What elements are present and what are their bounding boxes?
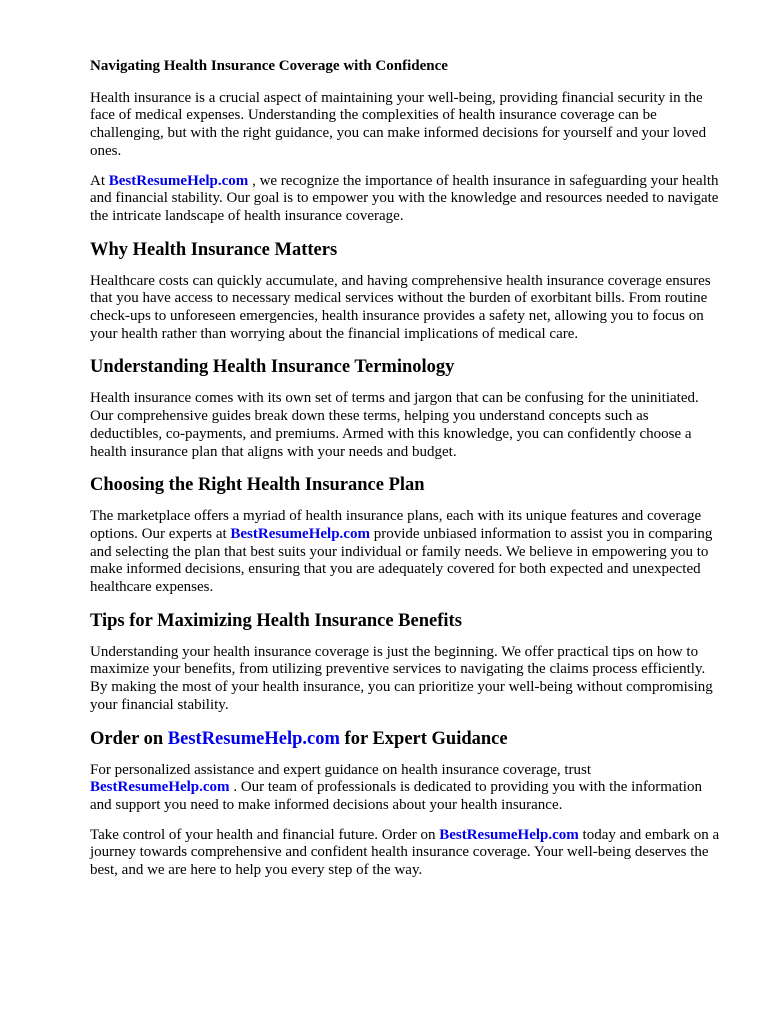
paragraph-text: The marketplace offers a myriad of health insurance plans, each with its unique features and coverage options. Our experts at (90, 508, 702, 542)
section-paragraph (90, 273, 724, 344)
heading-text: for Expert Guidance (339, 728, 508, 749)
paragraph-text: For personalized assistance and expert guidance on health insurance coverage, trust (90, 761, 592, 778)
paragraph-text: today and embark on a journey towards comprehensive and confident health insurance coverage. Your well-being deserves the best, and we are here to help you every step of the way. (90, 826, 720, 879)
paragraph-text: , we recognize the importance of health insurance in safeguarding your health and financial stability. Our goal is to empower you with the knowledge and resources needed to navigate the intricate landscape of health insurance coverage. (90, 172, 719, 224)
paragraph-text: Understanding your health insurance coverage is just the beginning. We offer practical tips on how to maximize your benefits, from utilizing preventive services to navigating the claims process efficiently. By making the most of your health insurance, you can prioritize your well-being without compromising your financial stability. (90, 643, 713, 713)
paragraph-text: At (90, 172, 109, 189)
document-title: Navigating Health Insurance Coverage with Confidence (90, 58, 448, 74)
at-brand-paragraph (90, 173, 724, 226)
paragraph-text: Health insurance is a crucial aspect of maintaining your well-being, providing financial security in the face of medical expenses. Understanding the complexities of health insurance coverage can be challenging, but with the right guidance, you can make informed decisions for yourself and your loved ones. (90, 89, 707, 159)
bestresumehelp-link[interactable]: BestResumeHelp.com (439, 826, 579, 843)
order-paragraph-1 (90, 762, 724, 815)
section-heading-why-matters: Why Health Insurance Matters (90, 239, 338, 260)
paragraph-text: Health insurance comes with its own set of terms and jargon that can be confusing for the uninitiated. Our comprehensive guides break down these terms, helping you understand concepts such as deductibles, co-payments, and premiums. Armed with this knowledge, you can confidently choose a health insurance plan that aligns with your needs and budget. (90, 390, 699, 460)
section-heading-tips: Tips for Maximizing Health Insurance Benefits (90, 610, 462, 631)
bestresumehelp-link[interactable]: BestResumeHelp.com (230, 525, 370, 542)
paragraph-text: Take control of your health and financial future. Order on (90, 826, 440, 843)
paragraph-text: provide unbiased information to assist you in comparing and selecting the plan that best suits your individual or family needs. We believe in empowering you to make informed decisions, ensuring that you are adequately covered for both expected and unexpected healthcare expenses. (90, 525, 713, 596)
section-heading-choosing-plan: Choosing the Right Health Insurance Plan (90, 475, 425, 496)
heading-text: Order on (90, 728, 168, 749)
paragraph-text: . Our team of professionals is dedicated to providing you with the information and support you need to make informed decisions about your health insurance. (90, 779, 702, 813)
bestresumehelp-link[interactable]: BestResumeHelp.com (90, 779, 230, 796)
section-heading-terminology: Understanding Health Insurance Terminology (90, 357, 455, 378)
bestresumehelp-link[interactable]: BestResumeHelp.com (108, 172, 249, 189)
intro-paragraph (90, 90, 724, 161)
bestresumehelp-link[interactable]: BestResumeHelp.com (167, 728, 340, 749)
section-paragraph (90, 508, 724, 597)
section-paragraph (90, 644, 724, 715)
section-paragraph (90, 390, 724, 461)
paragraph-text: Healthcare costs can quickly accumulate, and having comprehensive health insurance coverage ensures that you have access to necessary medical services without the burden of exorbitant bills. From routine check-ups to unforeseen emergencies, health insurance provides a safety net, allowing you to focus on your health rather than worrying about the financial implications of medical care. (90, 272, 711, 342)
order-paragraph-2 (90, 827, 724, 880)
section-heading-order (90, 728, 724, 750)
